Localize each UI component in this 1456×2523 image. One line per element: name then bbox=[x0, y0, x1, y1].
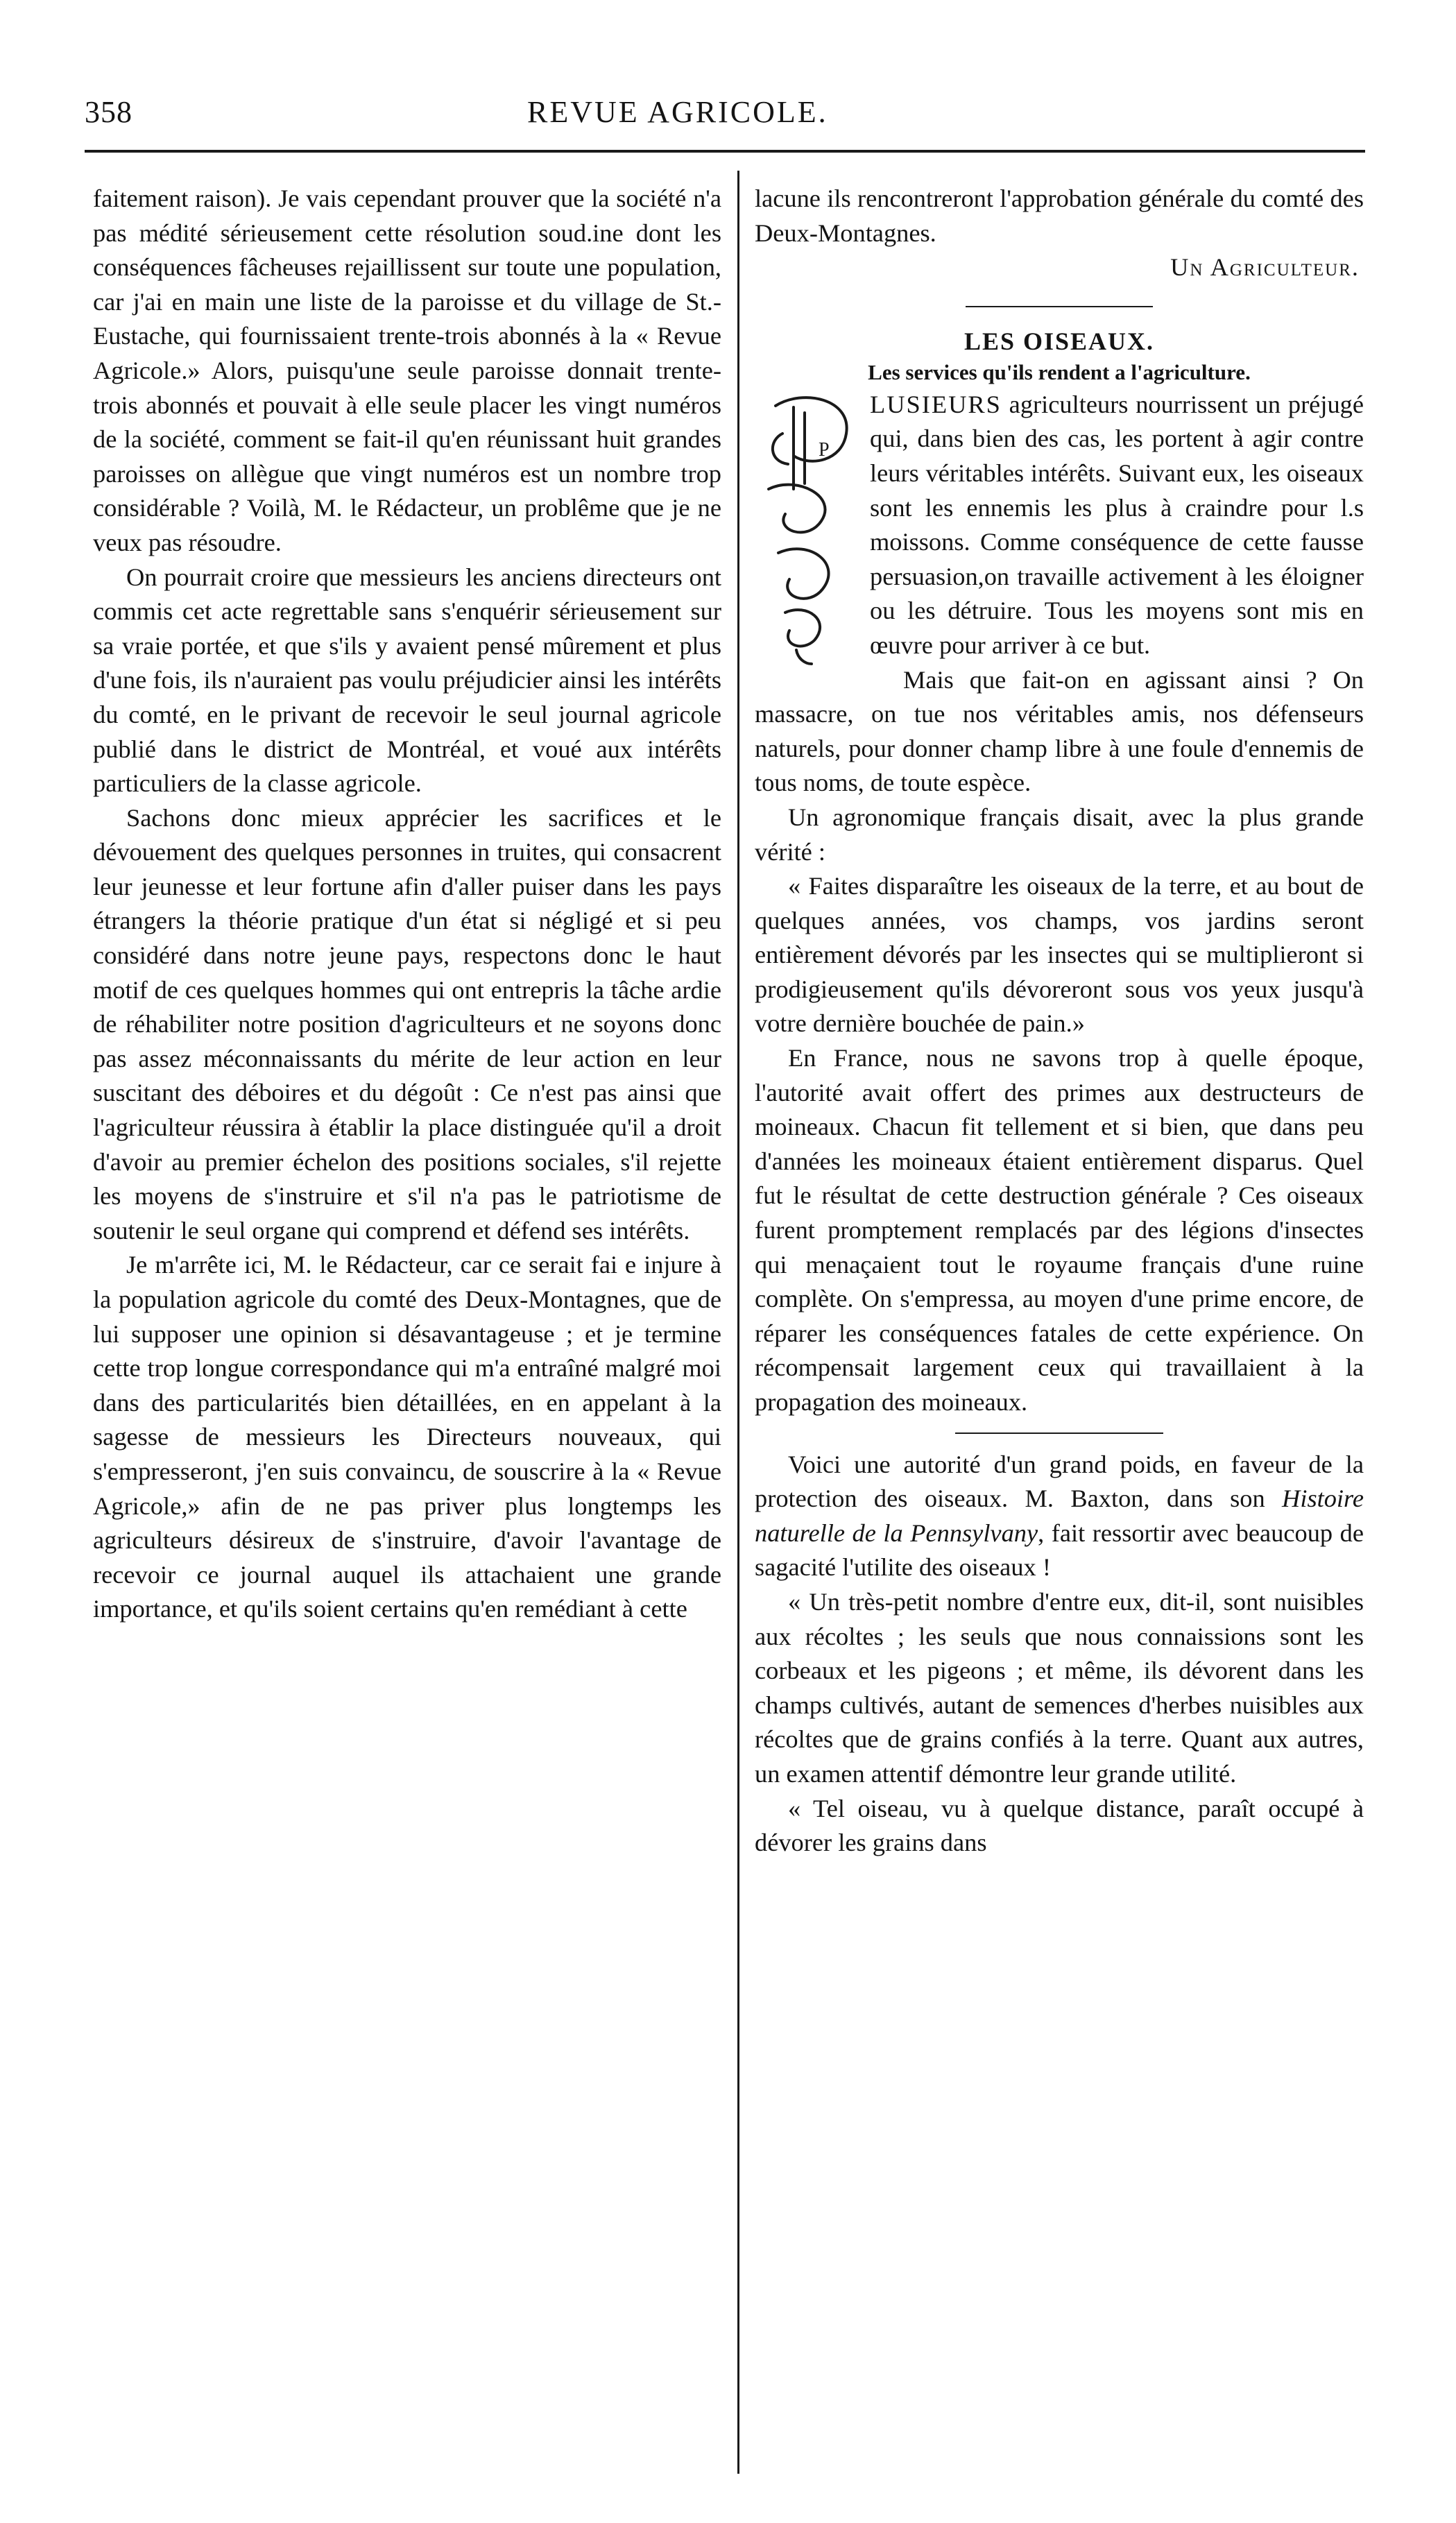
quote-paragraph: « Tel oiseau, vu à quelque distance, paraît occupé à dévorer les grains dans bbox=[755, 1794, 1364, 1857]
section-separator bbox=[955, 1432, 1163, 1434]
signature: Un Agriculteur. bbox=[1170, 253, 1360, 282]
baxton-paragraph bbox=[755, 1448, 1364, 1585]
column-divider bbox=[737, 171, 739, 2474]
paragraph: Sachons donc mieux apprécier les sacrifices et le dévouement des quelques personnes in truites, qui consacrent leur jeunesse et leur fortune afin d'aller puiser dans les pays étrangers la théorie pratique d'un état si négligé et si peu considéré dans notre jeune pays, respectons donc le haut motif de ces quelques hommes qui ont entrepris la tâche ardie de réhabiliter notre position d'agriculteurs et ne soyons donc pas assez méconnaissants du mérite de leur action en leur suscitant des déboires et du dégoût : Ce n'est pas ainsi que l'agriculteur réussira à établir la place distinguée qu'il a droit d'avoir au premier échelon des positions sociales, s'il rejette les moyens de s'instruire et s'il n'a pas le patriotisme de soutenir le seul organe qui comprend et défend ses intérêts. bbox=[93, 803, 721, 1245]
baxton-intro: Voici une autorité d'un grand poids, en faveur de la protection des oiseaux. M. Baxton, dans son bbox=[755, 1450, 1364, 1513]
quote-paragraph: « Faites disparaître les oiseaux de la terre, et au bout de quelques années, vos champs, vos jardins seront entièrement dévorés par les insectes qui se multiplieront si prodigieusement qu'ils dévoreront sous vos yeux jusqu'à votre dernière bouchée de pain.» bbox=[755, 872, 1364, 1038]
header-rule bbox=[85, 150, 1365, 153]
article-subtitle: Les services qu'ils rendent a l'agriculture. bbox=[868, 359, 1251, 384]
paragraph: En France, nous ne savons trop à quelle époque, l'autorité avait offert des primes aux destructeurs de moineaux. Chacun fit tellement et si bien, que dans peu d'années les moineaux étaient entièrement disparus. Quel fut le résultat de cette destruction générale ? Ces oiseaux furent promptement remplacés par des légions d'insectes qui menaçaient tout le royaume français d'une ruine complète. On s'empressa, au moyen d'une prime encore, de réparer les conséquences fatales de cette expérience. On récompensait largement ceux qui travaillaient à la propagation des moineaux. bbox=[755, 1044, 1364, 1416]
first-word: LUSIEURS bbox=[870, 390, 1002, 418]
baxton-rest: , fait ressortir avec beaucoup de sagacité l'utilite des oiseaux ! bbox=[755, 1519, 1364, 1582]
book-title: Histoire naturelle de la Pennsylvany bbox=[755, 1485, 1364, 1547]
ornamental-initial bbox=[755, 392, 859, 669]
article-separator bbox=[966, 306, 1153, 307]
paragraph: faitement raison). Je vais cependant prouver que la société n'a pas médité sérieusement cette résolution soud.ine dont les conséquences fâcheuses rejaillissent sur toute une population, car j'ai en main une liste de la paroisse et du village de St.-Eustache, qui fournissaient trente-trois abonnés à la « Revue Agricole.» Alors, puisqu'une seule paroisse donnait trente-trois abonnés et pouvait à elle seule placer les vingt numéros de la société, comment se fait-il qu'en réunissant huit grandes paroisses on allègue que vingt numéros est un nombre trop considérable ? Voilà, M. le Rédacteur, un problême que je ne veux pas résoudre. bbox=[93, 185, 721, 556]
right-column bbox=[755, 182, 1364, 1861]
left-column bbox=[93, 182, 721, 1627]
running-title: REVUE AGRICOLE. bbox=[527, 95, 828, 129]
article-title: LES OISEAUX. bbox=[963, 327, 1155, 355]
ornamental-letter: P bbox=[819, 438, 830, 461]
ornamental-initial-p-icon bbox=[755, 392, 859, 669]
paragraph: Je m'arrête ici, M. le Rédacteur, car ce serait fai e injure à la population agricole du comté des Deux-Montagnes, que de lui supposer une opinion si désavantageuse ; et je termine cette trop longue correspondance qui m'a entraîné malgré moi dans des particularités bien détaillées, en en appelant à la sagesse de messieurs les Directeurs nouveaux, qui s'empresseront, j'en suis convaincu, de souscrire à la « Revue Agricole,» afin de ne pas priver plus longtemps les agriculteurs désireux de s'instruire, d'avoir l'avantage de recevoir ce journal auquel ils attachaient une grande importance, et qu'ils soient certains qu'en remédiant à cette bbox=[93, 1251, 721, 1623]
paragraph: Mais que fait-on en agissant ainsi ? On massacre, on tue nos véritables amis, nos défenseurs naturels, pour donner champ libre à une foule d'ennemis de tous noms, de toute espèce. bbox=[755, 665, 1364, 797]
page-number: 358 bbox=[85, 95, 132, 129]
paragraph: Un agronomique français disait, avec la plus grande vérité : bbox=[755, 803, 1364, 866]
quote-paragraph: « Un très-petit nombre d'entre eux, dit-il, sont nuisibles aux récoltes ; les seuls que nous connaissions sont les corbeaux et les pigeons ; et même, ils dévorent dans les champs cultivés, autant de semences d'herbes nuisibles aux récoltes que de grains confiés à la terre. Quant aux autres, un examen attentif démontre leur grande utilité. bbox=[755, 1587, 1364, 1788]
paragraph-continuation: lacune ils rencontreront l'approbation générale du comté des Deux-Montagnes. bbox=[755, 185, 1364, 247]
paragraph: On pourrait croire que messieurs les anciens directeurs ont commis cet acte regrettable sans s'enquérir sérieusement sur sa vraie portée, et que s'ils y avaient pensé mûrement et plus d'une fois, ils n'auraient pas voulu préjudicier ainsi les intérêts du comté, en le privant de recevoir le seul journal agricole publié dans le district de Montréal, et voué aux intérêts particuliers de la classe agricole. bbox=[93, 563, 721, 798]
first-paragraph-text: agriculteurs nourrissent un préjugé qui, dans bien des cas, les portent à agir contre leurs véritables intérêts. Suivant eux, les oiseaux sont les ennemis les plus à craindre pour l.s moissons. Comme conséquence de cette fausse persuasion,on travaille activement à les éloigner ou les détruire. Tous les moyens sont mis en œuvre pour arriver à ce but. bbox=[870, 390, 1364, 659]
